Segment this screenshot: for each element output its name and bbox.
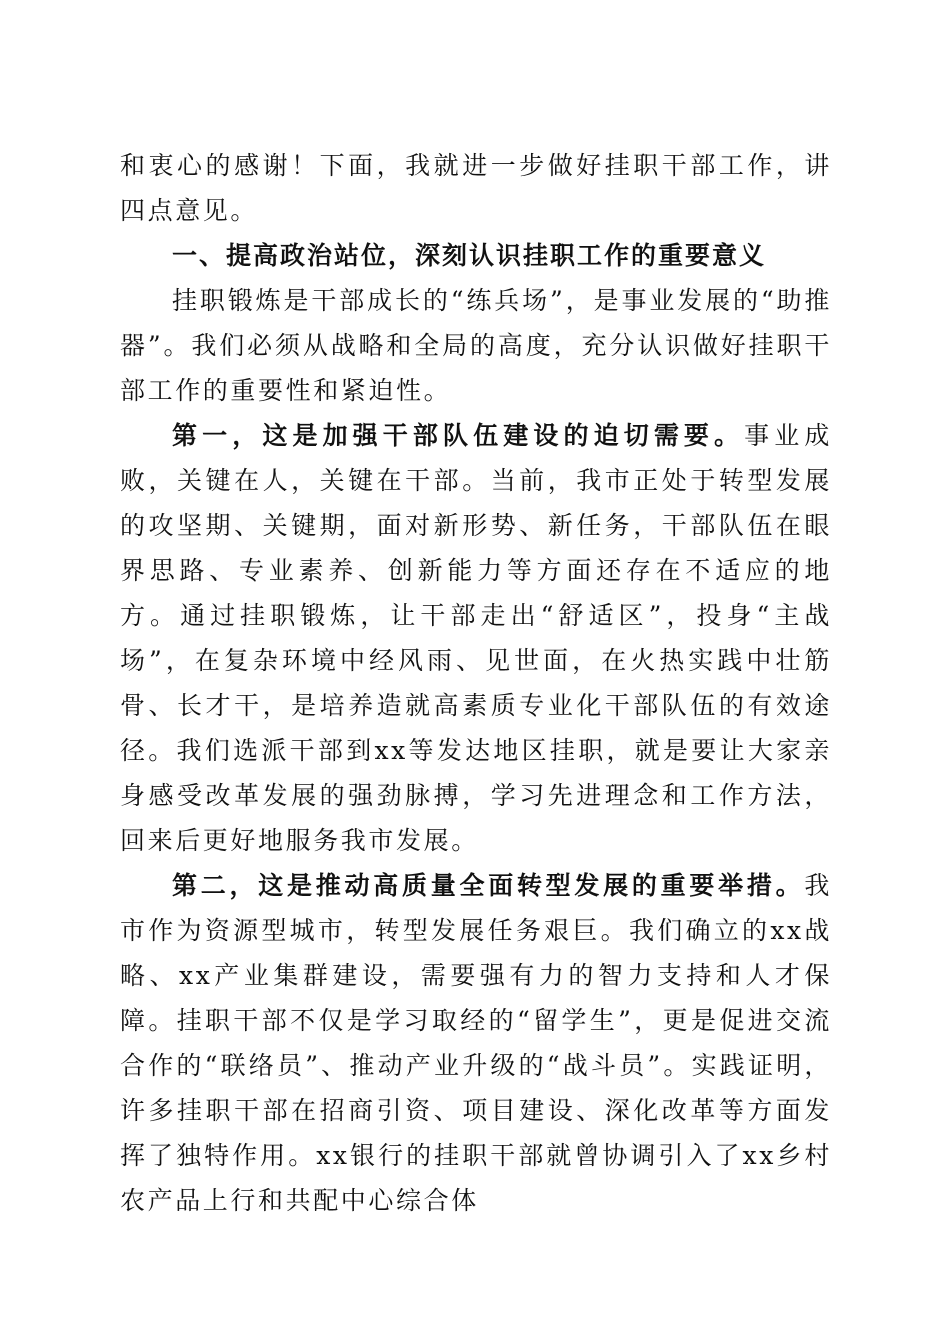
paragraph-point-one <box>120 413 832 863</box>
point-two-lead: 第二，这是推动高质量全面转型发展的重要举措。 <box>172 871 805 900</box>
section-heading-1: 一、提高政治站位，深刻认识挂职工作的重要意义 <box>172 241 767 270</box>
point-one-body: 事业成败，关键在人，关键在干部。当前，我市正处于转型发展的攻坚期、关键期，面对新形势、新任务，干部队伍在眼界思路、专业素养、创新能力等方面还存在不适应的地方。通过挂职锻炼，让干部走出“舒适区”，投身“主战场”，在复杂环境中经风雨、见世面，在火热实践中壮筋骨、长才干，是培养造就高素质专业化干部队伍的有效途径。我们选派干部到xx等发达地区挂职，就是要让大家亲身感受改革发展的强劲脉搏，学习先进理念和工作方法，回来后更好地服务我市发展。 <box>120 421 832 855</box>
point-two-body: 我市作为资源型城市，转型发展任务艰巨。我们确立的xx战略、xx产业集群建设，需要强有力的智力支持和人才保障。挂职干部不仅是学习取经的“留学生”，更是促进交流合作的“联络员”、推动产业升级的“战斗员”。实践证明，许多挂职干部在招商引资、项目建设、深化改革等方面发挥了独特作用。xx银行的挂职干部就曾协调引入了xx乡村农产品上行和共配中心综合体 <box>120 871 832 1215</box>
point-one-lead: 第一，这是加强干部队伍建设的迫切需要。 <box>172 421 745 450</box>
paragraph-section-intro: 挂职锻炼是干部成长的“练兵场”，是事业发展的“助推器”。我们必须从战略和全局的高度，充分认识做好挂职干部工作的重要性和紧迫性。 <box>120 286 832 405</box>
document-body <box>120 143 832 1223</box>
paragraph-intro-closing: 和衷心的感谢！下面，我就进一步做好挂职干部工作，讲四点意见。 <box>120 151 832 225</box>
paragraph-point-two <box>120 863 832 1223</box>
